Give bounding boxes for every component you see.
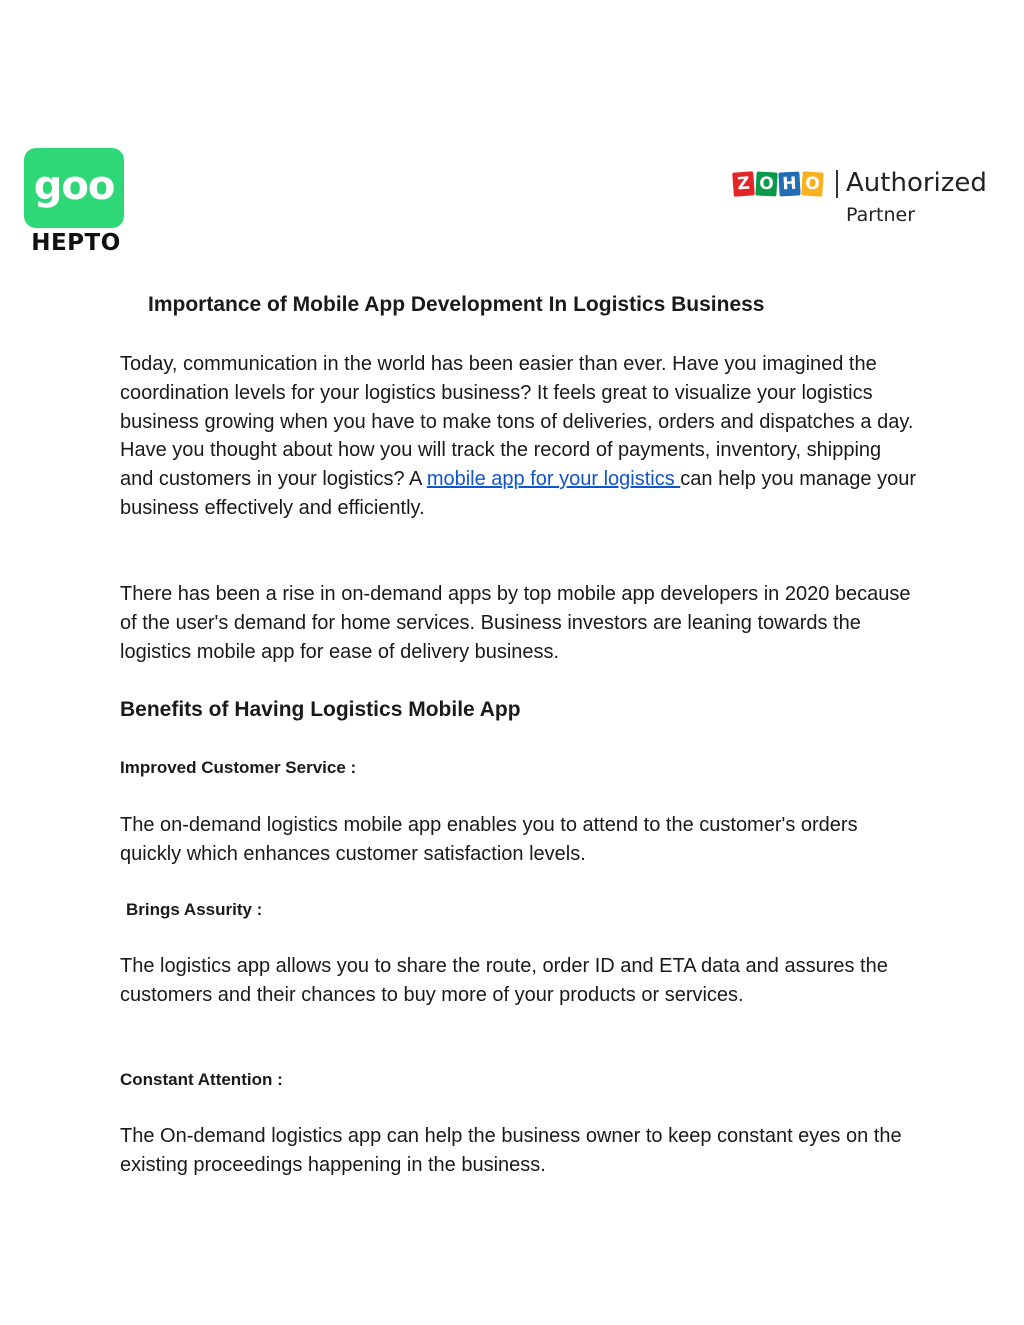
zoho-letter-tile: O [801, 171, 824, 196]
benefit-heading: Improved Customer Service : [120, 758, 357, 777]
badge-divider [836, 170, 838, 198]
zoho-letter-tile: O [755, 171, 777, 196]
goo-logo-word: goo [33, 163, 115, 209]
hepto-logo-word: HEPTO [31, 230, 121, 256]
paragraph-2: There has been a rise in on-demand apps by top mobile app developers in 2020 because of the user's demand for home services. Business investors are leaning towards the logistics mobile app for ease of delivery business. [120, 583, 911, 663]
benefit-body: The logistics app allows you to share the route, order ID and ETA data and assures the customers and their chances to buy more of your products or services. [120, 955, 888, 1006]
badge-authorized-text: Authorized [846, 168, 987, 198]
goohepto-logo [24, 148, 126, 260]
intro-text-end: can help you manage your business effectively and efficiently. [120, 468, 916, 519]
zoho-authorized-partner-badge [733, 168, 1003, 228]
benefit-body: The On-demand logistics app can help the business owner to keep constant eyes on the existing proceedings happening in the business. [120, 1125, 902, 1176]
benefit-heading: Brings Assurity : [126, 900, 263, 919]
benefits-heading: Benefits of Having Logistics Mobile App [120, 698, 521, 721]
intro-paragraph [120, 350, 920, 523]
benefit-body: The on-demand logistics mobile app enables you to attend to the customer's orders quickly which enhances customer satisfaction levels. [120, 814, 858, 865]
zoho-letter-tile: Z [732, 171, 755, 196]
mobile-app-link[interactable]: mobile app for your logistics [426, 468, 681, 491]
badge-partner-text: Partner [846, 204, 916, 226]
zoho-logo [733, 172, 823, 196]
document-title: Importance of Mobile App Development In Logistics Business [148, 293, 765, 316]
goo-logo-tile [24, 148, 124, 228]
benefit-heading: Constant Attention : [120, 1070, 283, 1089]
zoho-letter-tile: H [778, 171, 800, 196]
intro-text: Today, communication in the world has been easier than ever. Have you imagined the coordination levels for your logistics business? It feels great to visualize your logistics business growing when you have to make tons of deliveries, orders and dispatches a day. Have you thought about how you will track the record of payments, inventory, shipping and customers in your logistics? A [120, 353, 914, 491]
